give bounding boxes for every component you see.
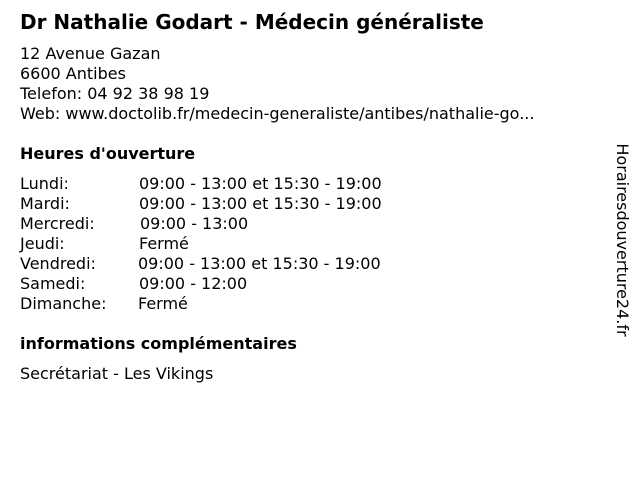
additional-info-heading: informations complémentaires bbox=[20, 334, 297, 353]
day-label: Dimanche: bbox=[20, 294, 107, 313]
website-link[interactable]: Web: www.doctolib.fr/medecin-generaliste/antibes/nathalie-go... bbox=[20, 104, 535, 123]
day-label: Lundi: bbox=[20, 174, 69, 193]
hours-value: 09:00 - 13:00 bbox=[140, 214, 249, 233]
hours-value: Fermé bbox=[139, 234, 189, 253]
day-label: Mardi: bbox=[20, 194, 70, 213]
site-watermark: Horairesdouverture24.fr bbox=[613, 143, 632, 337]
day-label: Samedi: bbox=[20, 274, 86, 293]
day-label: Mercredi: bbox=[20, 214, 95, 233]
street-address: 12 Avenue Gazan bbox=[20, 44, 161, 63]
hours-value: Fermé bbox=[138, 294, 188, 313]
contact-info bbox=[20, 44, 534, 124]
hours-value: 09:00 - 13:00 et 15:30 - 19:00 bbox=[139, 174, 382, 193]
phone-number: Telefon: 04 92 38 98 19 bbox=[20, 84, 210, 103]
page-title: Dr Nathalie Godart - Médecin généraliste bbox=[20, 10, 484, 34]
city-address: 6600 Antibes bbox=[20, 64, 126, 83]
additional-info-text: Secrétariat - Les Vikings bbox=[20, 364, 214, 383]
hours-value: 09:00 - 12:00 bbox=[139, 274, 248, 293]
hours-value: 09:00 - 13:00 et 15:30 - 19:00 bbox=[139, 194, 382, 213]
day-label: Vendredi: bbox=[20, 254, 96, 273]
day-label: Jeudi: bbox=[20, 234, 65, 253]
hours-value: 09:00 - 13:00 et 15:30 - 19:00 bbox=[138, 254, 381, 273]
opening-hours-heading: Heures d'ouverture bbox=[20, 144, 196, 163]
